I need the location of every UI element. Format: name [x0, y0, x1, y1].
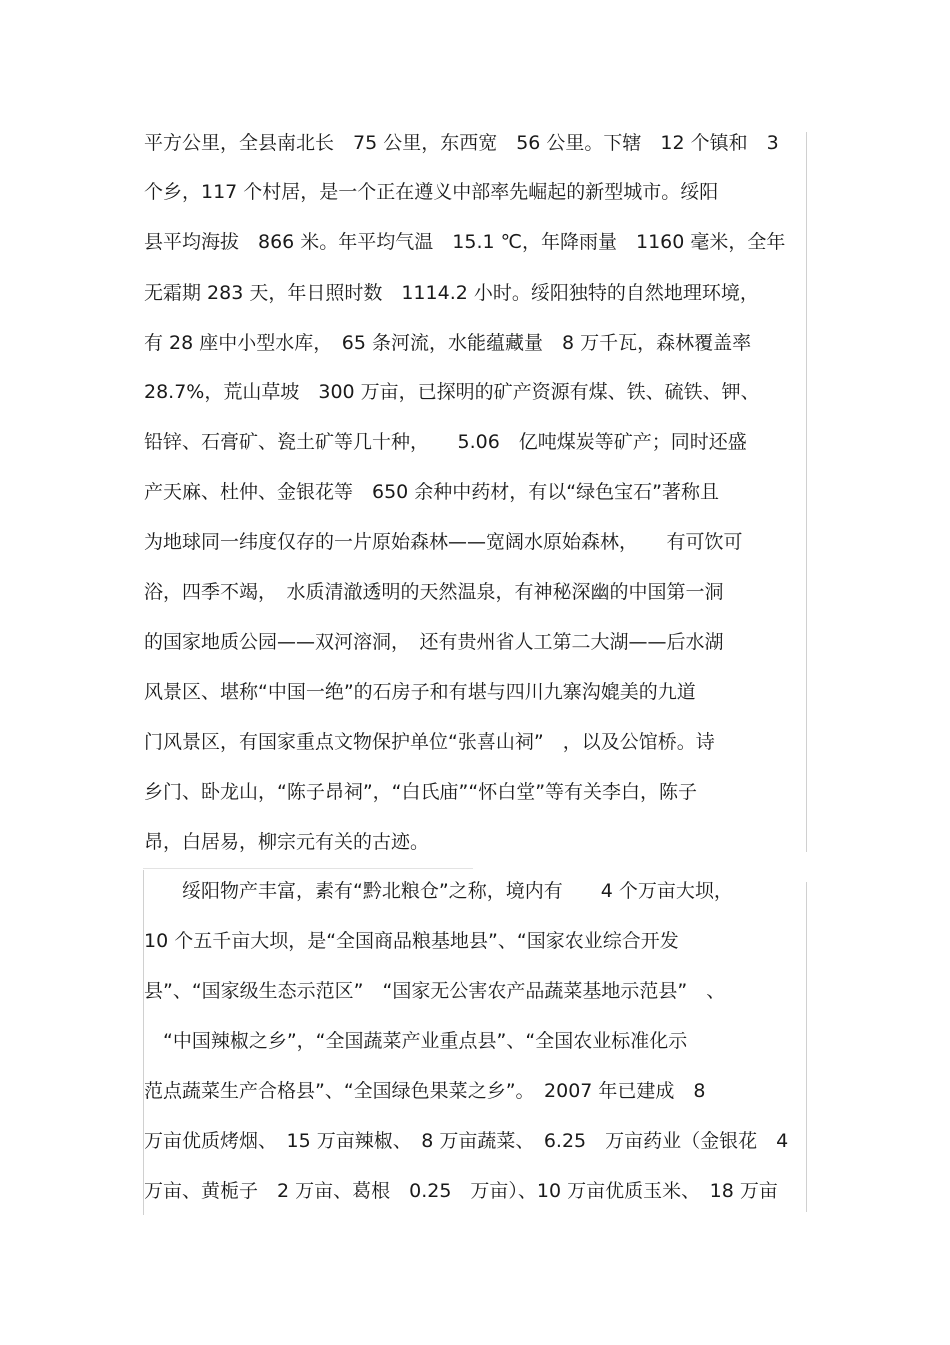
- text-line: 铅锌、石膏矿、瓷土矿等几十种， 5.06 亿吨煤炭等矿产；同时还盛: [144, 431, 747, 453]
- scan-rule: [143, 868, 473, 869]
- text-line: 绥阳物产丰富，素有“黔北粮仓”之称，境内有 4 个万亩大坝，: [144, 880, 733, 902]
- text-line: 无霜期 283 天，年日照时数 1114.2 小时。绥阳独特的自然地理环境，: [144, 282, 759, 304]
- text-line: “中国辣椒之乡”，“全国蔬菜产业重点县”、“全国农业标准化示: [144, 1030, 688, 1052]
- text-line: 有 28 座中小型水库， 65 条河流，水能蕴藏量 8 万千瓦，森林覆盖率: [144, 332, 752, 354]
- text-line: 县平均海拔 866 米。年平均气温 15.1 ℃，年降雨量 1160 毫米，全年: [144, 231, 786, 253]
- text-line: 产天麻、杜仲、金银花等 650 余种中药材，有以“绿色宝石”著称且: [144, 481, 719, 503]
- text-line: 乡门、卧龙山，“陈子昂祠”，“白氏庙”“怀白堂”等有关李白，陈子: [144, 781, 698, 803]
- text-line: 昂，白居易，柳宗元有关的古迹。: [144, 831, 430, 853]
- text-line: 个乡，117 个村居，是一个正在遵义中部率先崛起的新型城市。绥阳: [144, 181, 719, 203]
- text-line: 万亩优质烤烟、 15 万亩辣椒、 8 万亩蔬菜、 6.25 万亩药业（金银花 4: [144, 1130, 789, 1152]
- text-line: 门风景区，有国家重点文物保护单位“张喜山祠” ，以及公馆桥。诗: [144, 731, 715, 753]
- text-line: 范点蔬菜生产合格县”、“全国绿色果菜之乡”。 2007 年已建成 8: [144, 1080, 706, 1102]
- text-line: 的国家地质公园——双河溶洞， 还有贵州省人工第二大湖——后水湖: [144, 631, 724, 653]
- text-line: 平方公里，全县南北长 75 公里，东西宽 56 公里。下辖 12 个镇和 3: [144, 132, 779, 154]
- text-line: 县”、“国家级生态示范区” “国家无公害农产品蔬菜基地示范县” 、: [144, 980, 726, 1002]
- text-line: 万亩、黄栀子 2 万亩、葛根 0.25 万亩）、10 万亩优质玉米、 18 万亩: [144, 1180, 778, 1202]
- text-line: 28.7%，荒山草坡 300 万亩，已探明的矿产资源有煤、铁、硫铁、钾、: [144, 381, 760, 403]
- text-line: 10 个五千亩大坝，是“全国商品粮基地县”、“国家农业综合开发: [144, 930, 679, 952]
- text-line: 风景区、堪称“中国一绝”的石房子和有堪与四川九寨沟媲美的九道: [144, 681, 696, 703]
- text-line: 为地球同一纬度仅存的一片原始森林——宽阔水原始森林， 有可饮可: [144, 531, 743, 553]
- text-line: 浴，四季不竭， 水质清澈透明的天然温泉，有神秘深幽的中国第一洞: [144, 581, 724, 603]
